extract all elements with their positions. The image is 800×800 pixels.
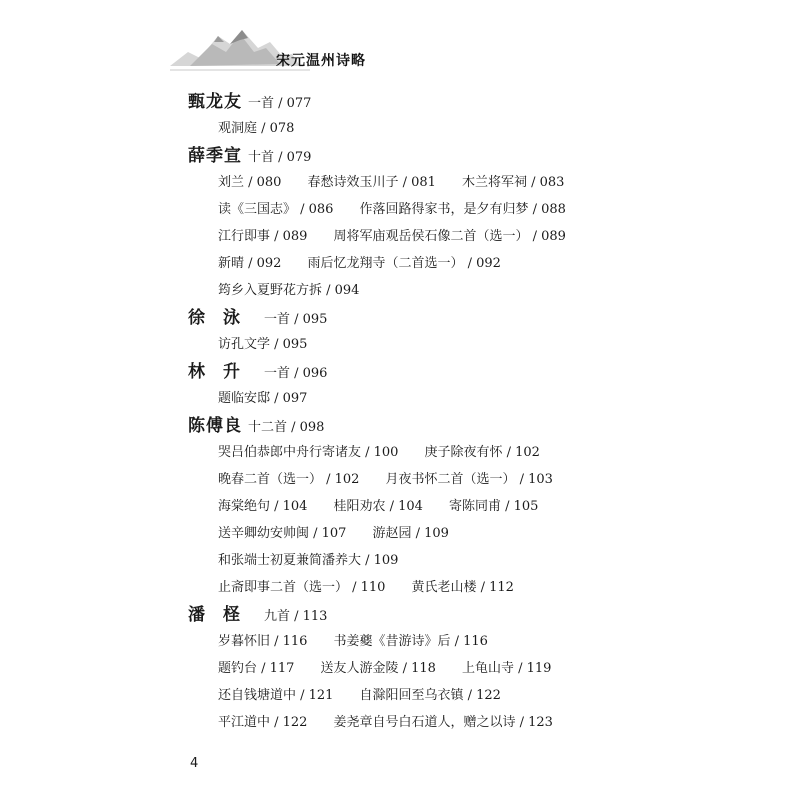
poem-entry[interactable]: 周将军庙观岳侯石像二首（选一） / 089 <box>333 229 566 244</box>
poem-entry[interactable]: 海棠绝句 / 104 <box>218 499 308 514</box>
running-title: 宋元温州诗略 <box>276 53 366 69</box>
poem-line <box>188 277 748 304</box>
poem-line <box>188 520 748 547</box>
poet-poem-count: 一首 / 096 <box>264 366 328 381</box>
poem-entry[interactable]: 刘兰 / 080 <box>218 175 282 190</box>
poem-line <box>188 169 748 196</box>
poem-entry[interactable]: 观洞庭 / 078 <box>218 121 295 136</box>
poem-line <box>188 682 748 709</box>
poet-poem-count: 一首 / 077 <box>248 96 312 111</box>
poet-poem-count: 九首 / 113 <box>264 609 328 624</box>
poem-entry[interactable]: 雨后忆龙翔寺（二首选一） / 092 <box>307 256 501 271</box>
poet-entry[interactable] <box>188 142 748 169</box>
poet-entry[interactable] <box>188 412 748 439</box>
poem-entry[interactable]: 送辛卿幼安帅闽 / 107 <box>218 526 347 541</box>
poem-entry[interactable]: 读《三国志》 / 086 <box>218 202 334 217</box>
poem-entry[interactable]: 送友人游金陵 / 118 <box>320 661 436 676</box>
poem-entry[interactable]: 哭吕伯恭郎中舟行寄诸友 / 100 <box>218 445 399 460</box>
poem-entry[interactable]: 平江道中 / 122 <box>218 715 308 730</box>
poet-name: 陈傅良 <box>188 416 242 436</box>
poet-entry[interactable] <box>188 304 748 331</box>
poem-line <box>188 439 748 466</box>
poem-entry[interactable]: 寄陈同甫 / 105 <box>448 499 539 514</box>
poet-name: 林升 <box>188 362 258 382</box>
poet-entry[interactable] <box>188 88 748 115</box>
poet-name: 甄龙友 <box>188 92 242 112</box>
poem-entry[interactable]: 黄氏老山楼 / 112 <box>411 580 514 595</box>
poem-entry[interactable]: 上龟山寺 / 119 <box>461 661 552 676</box>
poem-entry[interactable]: 晚春二首（选一） / 102 <box>218 472 360 487</box>
poem-line <box>188 115 748 142</box>
table-of-contents <box>188 88 748 736</box>
poem-entry[interactable]: 题临安邸 / 097 <box>218 391 308 406</box>
poem-entry[interactable]: 木兰将军祠 / 083 <box>461 175 565 190</box>
poem-line <box>188 223 748 250</box>
poem-entry[interactable]: 庚子除夜有怀 / 102 <box>424 445 540 460</box>
poem-entry[interactable]: 桂阳劝农 / 104 <box>333 499 423 514</box>
poem-line <box>188 709 748 736</box>
poem-entry[interactable]: 止斋即事二首（选一） / 110 <box>218 580 386 595</box>
poet-name: 徐泳 <box>188 308 258 328</box>
poet-entry[interactable] <box>188 601 748 628</box>
poem-entry[interactable]: 还自钱塘道中 / 121 <box>218 688 334 703</box>
poem-line <box>188 547 748 574</box>
poet-name: 薛季宣 <box>188 146 242 166</box>
poem-entry[interactable]: 自滁阳回至乌衣镇 / 122 <box>359 688 501 703</box>
poem-entry[interactable]: 访孔文学 / 095 <box>218 337 308 352</box>
poem-entry[interactable]: 筠乡入夏野花方拆 / 094 <box>218 283 360 298</box>
poet-poem-count: 十二首 / 098 <box>248 420 325 435</box>
poem-entry[interactable]: 岁暮怀旧 / 116 <box>218 634 308 649</box>
poem-line <box>188 628 748 655</box>
poem-entry[interactable]: 新晴 / 092 <box>218 256 282 271</box>
poem-entry[interactable]: 题钓台 / 117 <box>218 661 295 676</box>
poem-line <box>188 331 748 358</box>
poem-entry[interactable]: 作落回路得家书，是夕有归梦 / 088 <box>359 202 566 217</box>
poem-line <box>188 493 748 520</box>
poem-entry[interactable]: 书姜夔《昔游诗》后 / 116 <box>333 634 488 649</box>
poem-entry[interactable]: 和张端士初夏兼简潘养大 / 109 <box>218 553 399 568</box>
poem-entry[interactable]: 游赵园 / 109 <box>372 526 449 541</box>
poet-poem-count: 十首 / 079 <box>248 150 312 165</box>
poem-line <box>188 196 748 223</box>
poem-entry[interactable]: 月夜书怀二首（选一） / 103 <box>385 472 553 487</box>
poem-entry[interactable]: 春愁诗效玉川子 / 081 <box>307 175 436 190</box>
poet-poem-count: 一首 / 095 <box>264 312 328 327</box>
poet-entry[interactable] <box>188 358 748 385</box>
poem-entry[interactable]: 江行即事 / 089 <box>218 229 308 244</box>
poem-line <box>188 385 748 412</box>
poem-entry[interactable]: 姜尧章自号白石道人，赠之以诗 / 123 <box>333 715 553 730</box>
poem-line <box>188 574 748 601</box>
page-number: 4 <box>190 756 199 771</box>
poem-line <box>188 466 748 493</box>
poet-name: 潘柽 <box>188 605 258 625</box>
poem-line <box>188 655 748 682</box>
poem-line <box>188 250 748 277</box>
